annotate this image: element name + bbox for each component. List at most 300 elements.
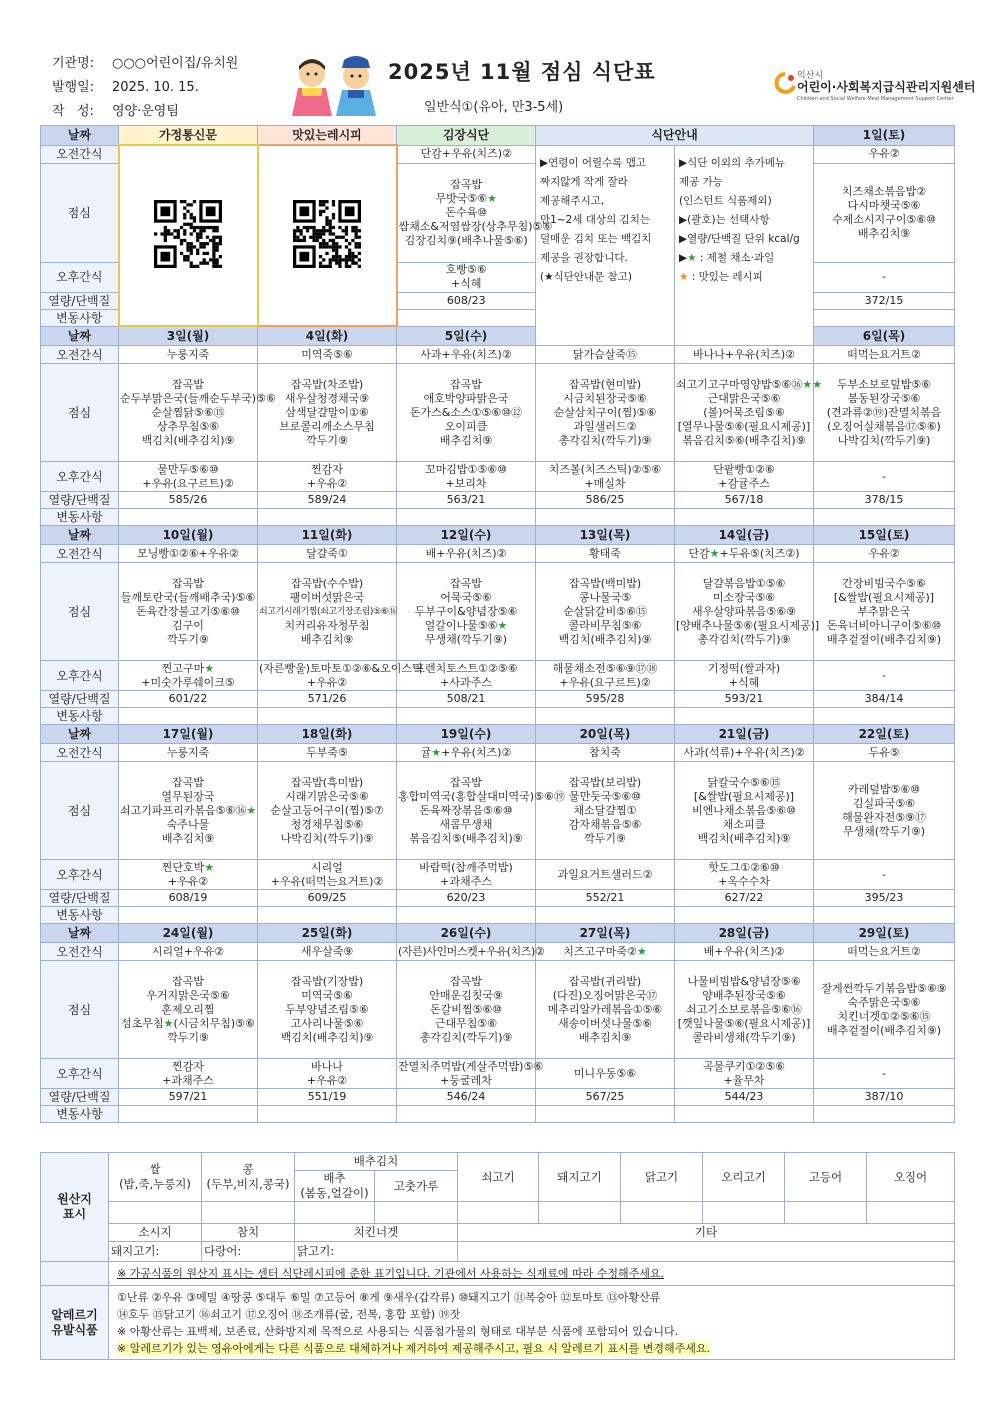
menu-item: 무생채(깍두기⑨) [424,632,508,646]
change-cell[interactable] [258,509,397,526]
guide-line: ▶(괄호)는 선택사항 [679,213,770,226]
date-label: 날짜 [41,526,119,545]
menu-item: 순살찜닭⑤⑥⑮ [151,405,225,419]
pm-snack [119,1059,258,1089]
menu-item: 고사리나물⑤⑥ [290,1016,364,1030]
kcal-value: 586/25 [536,492,675,509]
week-am-row [41,744,955,762]
menu-item: 두부구이&양념장⑤⑥ [414,604,518,618]
page-title: 2025년 11월 점심 식단표 [388,60,656,84]
kcal-value: 544/23 [675,1089,814,1106]
week-change-row [41,907,955,924]
change-cell[interactable] [675,1106,814,1123]
menu-item: 잡곡밥 [172,576,204,590]
kcal-value: 567/18 [675,492,814,509]
week-change-row [41,1106,955,1123]
menu-item: 우거지맑은국⑤⑥ [146,988,230,1002]
menu-item: 깍두기⑨ [584,831,626,845]
day-header: 22일(토) [814,725,955,744]
menu-item: 바나나 [311,1059,343,1073]
date-label: 날짜 [41,924,119,943]
guide-line: 제공을 권장합니다. [540,251,628,264]
allergy-side-label: 알레르기 유발식품 [41,1286,109,1360]
menu-item: +율무차 [723,1073,765,1087]
lunch-menu [119,762,258,860]
am-snack: 누룽지죽 [119,744,258,762]
am-label: 오전간식 [41,545,119,563]
origin-squid: 오징어 [867,1153,955,1202]
am-snack: 시리얼+우유② [119,943,258,961]
menu-item: - [882,668,886,682]
day-header: 28일(금) [675,924,814,943]
guide-line: 덜매운 김치 또는 백김치 [540,232,652,245]
kcal-label: 열량/단백질 [41,1089,119,1106]
menu-item: +우유② [306,476,348,490]
menu-item: 과일샐러드② [573,419,637,433]
menu-item: - [882,867,886,881]
change-cell[interactable] [258,907,397,924]
pm-snack [119,462,258,492]
pm-snack [258,1059,397,1089]
lunch-menu [397,364,536,462]
menu-item: +식혜 [451,277,482,290]
recipe-qr-cell[interactable] [258,145,397,326]
am-snack: 모닝빵①②⑥+우유② [119,545,258,563]
logo-english: Children and Social Welfare Meal Management Support Center [797,96,954,102]
menu-item: 순살삼치구이(찜)⑤⑥ [553,405,657,419]
menu-item: +둥굴레차 [440,1073,492,1087]
am-label: 오전간식 [41,744,119,762]
pm-snack [258,661,423,691]
logo-city: 익산시 [797,71,824,81]
pm-snack [814,462,955,492]
change-cell[interactable] [119,907,258,924]
menu-item: 김구이 [172,618,204,632]
menu-item: 카레덮밥⑤⑥⑩ [847,782,921,796]
origin-duck: 오리고기 [703,1153,785,1202]
change-cell[interactable] [536,708,675,725]
menu-item: (견과류②⑲)잔멸치볶음 [826,405,942,419]
etc-origin-value[interactable] [458,1242,955,1262]
date-label: 날짜 [41,126,119,146]
qr-code-icon[interactable] [293,200,361,268]
menu-item: (다진)오징어맑은국⑰ [552,988,658,1002]
menu-item: 수제소시지구이⑤⑥⑩ [832,212,936,226]
guide-line: ★ : 맛있는 레시피 [679,270,763,283]
menu-item: +옥수수차 [718,874,770,888]
menu-item: 다시마챗국⑤⑥ [847,198,921,212]
seasonal-star-icon: ★ [709,546,720,560]
origin-value-empty[interactable] [703,1202,785,1224]
header-meta [52,52,238,124]
menu-item: 순살고등어구이(찜)⑤⑦ [270,803,384,817]
am-snack: 참치죽 [536,744,675,762]
origin-mackerel: 고등어 [785,1153,867,1202]
am-snack: 귤★+우유(치즈)② [397,744,536,762]
menu-item: 잡곡밥 [450,775,482,789]
am-snack: 미역죽⑤⑥ [258,346,397,364]
origin-side-label: 원산지 표시 [41,1153,109,1262]
seasonal-star-icon: ★ [246,803,257,817]
lunch-menu [536,961,675,1059]
week-pm-row [41,860,955,890]
origin-value-empty[interactable] [539,1202,621,1224]
lunch-menu [258,961,397,1059]
origin-kimchi: 배추김치 [295,1153,458,1171]
menu-item: 기정떡(쌀과자) [707,661,781,675]
pm-snack [675,860,814,890]
day-header: 3일(월) [119,326,258,346]
kcal-value: 620/23 [397,890,536,907]
change-cell[interactable] [675,708,814,725]
menu-item: +감귤주스 [718,476,770,490]
week0-date-row [41,126,955,146]
kcal-value: 378/15 [814,492,955,509]
logo-name: 어린이·사회복지급식관리지원센터 [797,80,976,94]
origin-chicken: 닭고기 [621,1153,703,1202]
origin-chili: 고춧가루 [375,1171,458,1202]
menu-item: 백김치(배추김치)⑨ [558,632,652,646]
menu-item: 얼갈이나물⑤⑥★ [424,618,508,632]
week-lunch-row [41,364,955,462]
change-cell[interactable] [675,509,814,526]
change-cell[interactable] [258,1106,397,1123]
menu-item: 숙주맑은국⑤⑥ [847,995,921,1009]
cabbage-sub: (봄동,얼갈이) [300,1186,369,1200]
lunch-menu [119,563,258,661]
menu-item: +우유(요구르트)② [142,476,234,490]
menu-item: 달걀볶음밥①⑤⑥ [702,576,786,590]
lunch-menu [397,762,565,860]
center-logo [775,68,976,108]
menu-item: 나박김치(깍두기)⑨ [280,831,374,845]
seasonal-star-icon: ★ [802,377,813,391]
menu-item: 배추김치⑨ [439,433,493,447]
menu-item: 안매운김칫국⑨ [429,988,503,1002]
rice-label: 쌀 [149,1162,161,1176]
date-label: 발행일: [52,80,95,95]
change-cell[interactable] [536,907,675,924]
cabbage-label: 배추 [323,1171,346,1185]
lunch-menu [258,762,397,860]
menu-item: 상추무침⑤⑥ [156,419,220,433]
date-label: 날짜 [41,326,119,346]
pm-snack [258,860,397,890]
seasonal-star-icon: ★ [497,618,508,632]
menu-item: 돈육간장불고기⑤⑥⑩ [136,604,240,618]
day-pm-snack: - [814,262,955,292]
menu-item: 배추겉절이(배추김치⑨) [826,1023,942,1037]
menu-item: 삼색달걀말이①⑥ [285,405,369,419]
menu-item: 물만둣국⑤⑥⑩ [568,789,642,803]
menu-item: 잡곡밥(기장밥) [290,974,364,988]
change-cell[interactable] [814,708,955,725]
menu-item: 곡물쿠키①②⑤⑥ [703,1059,785,1073]
allergy-warning: ※ 알레르기가 있는 영유아에게는 다른 식품으로 대체하거나 제거하여 제공해주시고, 필요 시 알레르기 표시를 변경해주세요. [117,1341,710,1355]
change-cell[interactable] [397,907,536,924]
am-snack: 두부죽⑤ [258,744,397,762]
menu-item: 해물완자전⑤⑨⑰ [842,810,926,824]
kcal-value: 567/25 [536,1089,675,1106]
pm-label: 오후간식 [41,860,119,890]
kcal-value: 546/24 [397,1089,536,1106]
home-letter-qr-cell[interactable] [119,145,258,326]
kcal-value: 552/21 [536,890,675,907]
lunch-menu [258,563,397,661]
menu-item: 치킨너겟①②⑤⑥⑮ [837,1009,931,1023]
day-kcal: 372/15 [814,292,955,309]
am-snack: 우유② [814,545,955,563]
home-letter-header: 가정통신문 [119,126,258,146]
guide-line: ▶★ : 제철 채소·과일 [679,251,775,264]
tuna-origin-value[interactable]: 다랑어: [202,1242,295,1262]
menu-guide-header: 식단안내 [536,126,814,146]
menu-item: 잡곡밥(현미밥) [568,377,642,391]
guide-line: ▶식단 이외의 추가메뉴 [679,156,786,169]
menu-item: [열무나물⑤⑥(필요시제공)] [677,419,811,433]
kcal-value: 508/21 [397,691,536,708]
menu-item: 핫도그①②⑥⑩ [708,860,780,874]
menu-item: 배추김치⑨ [161,831,215,845]
author-label: 작 성: [52,104,94,119]
origin-value-empty[interactable] [785,1202,867,1224]
menu-item: 프렌치토스트①②⑤⑥ [414,661,518,675]
change-label: 변동사항 [41,1106,119,1123]
menu-item: 돈가스&소스①⑤⑥⑩⑫ [409,405,523,419]
origin-value-empty[interactable] [109,1202,202,1224]
day-header: 1일(토) [814,126,955,146]
change-cell[interactable] [814,1106,955,1123]
kcal-value: 563/21 [397,492,536,509]
pm-snack [536,661,675,691]
kimchi-am-snack: 단감+우유(치즈)② [397,145,536,163]
seasonal-star-icon: ★ [487,191,497,205]
guide-line: 제공해주시고, [540,194,605,207]
date-label: 날짜 [41,725,119,744]
menu-item: 쇠고기소보로볶음⑤⑥⑯ [686,1002,802,1016]
menu-item: +미숫가루쉐이크⑤ [141,675,235,689]
menu-item: 홍합미역국(홍합살대미역국)⑤⑥⑲ [398,789,565,803]
allergy-line-3: ※ 아황산류는 표백제, 보존료, 산화방지제 목적으로 사용되는 식품첨가물의 형태로 대부분 식품에 포함되어 있습니다. [117,1324,679,1338]
menu-item: 근대무침⑤⑥ [434,1016,498,1030]
menu-item: 찐감자 [311,462,343,476]
seasonal-star-icon: ★ [431,745,442,759]
guide-line: (★식단안내문 참고) [540,270,632,283]
menu-item: 나박김치(깍두기⑨) [837,433,931,447]
menu-item: 해물채소전⑤⑥⑨⑰⑱ [552,661,658,675]
origin-tuna: 참치 [202,1224,295,1242]
menu-item: 근대맑은국⑤⑥ [707,391,781,405]
menu-item: 바람떡(찹깨주먹밥) [419,860,513,874]
change-cell[interactable] [536,1106,675,1123]
change-cell[interactable] [397,708,536,725]
week-am-row [41,943,955,961]
menu-item: 청경채무침⑤⑥ [290,817,364,831]
menu-item: (오징어실채볶음⑰⑤⑥) [827,419,941,433]
menu-item: 어묵국⑤⑥ [440,590,492,604]
sausage-origin-value[interactable]: 돼지고기: [109,1242,202,1262]
menu-item: 훈제오리찜 [161,1002,215,1016]
recipe-header: 맛있는레시피 [258,126,397,146]
change-cell[interactable] [536,509,675,526]
menu-item: 총각김치(깍두기)⑨ [558,433,652,447]
menu-item: 백김치(배추김치)⑨ [141,433,235,447]
menu-item: +보리차 [445,476,487,490]
lunch-menu [536,563,675,661]
menu-item: 치커리유자청무침 [284,618,370,632]
menu-item: 잔멸치주먹밥(게살주먹밥)⑤⑥ [398,1059,544,1073]
author-value: 영양·운영팀 [112,104,179,119]
seasonal-star-icon: ★ [163,1016,174,1030]
kcal-value: 571/26 [258,691,397,708]
menu-item: 잡곡밥(차조밥) [290,377,364,391]
pm-snack [119,661,258,691]
am-snack: 두유⑤ [814,744,955,762]
lunch-menu [397,961,536,1059]
week-pm-row [41,462,955,492]
am-label: 오전간식 [41,943,119,961]
origin-value-empty[interactable] [458,1202,539,1224]
change-cell[interactable] [258,708,397,725]
menu-item: 배추김치⑨ [300,632,354,646]
day-header: 10일(월) [119,526,258,545]
pm-snack [397,661,536,691]
change-cell[interactable] [814,907,955,924]
day-lunch [814,163,955,262]
day-header: 20일(목) [536,725,675,744]
origin-value-empty[interactable] [295,1202,375,1224]
pm-snack [397,1059,544,1089]
origin-nugget: 치킨너겟 [295,1224,458,1242]
am-label: 오전간식 [41,145,119,163]
menu-item: 시리얼 [311,860,343,874]
qr-code-icon[interactable] [154,200,222,268]
am-snack: 사과(석류)+우유(치즈)② [675,744,814,762]
kimchi-change [397,309,536,326]
date-value: 2025. 10. 15. [112,80,199,95]
menu-item: 돈육짜장볶음⑤⑥⑩ [419,803,513,817]
kcal-value: 384/14 [814,691,955,708]
am-snack: 바나나+우유(치즈)② [675,346,814,364]
day-header: 13일(목) [536,526,675,545]
pm-label: 오후간식 [41,462,119,492]
menu-item: 애호박양파맑은국 [423,391,509,405]
recipe-star-icon: ★ [679,270,689,283]
menu-item: 쇠고기고구마영양밥⑤⑥⑯★★ [676,377,823,391]
pm-snack [397,462,536,492]
menu-item: [&쌀밥(필요시제공)] [833,590,935,604]
menu-item: 돈육너비아니구이⑤⑥⑩ [826,618,942,632]
week-kcal-row [41,890,955,907]
am-snack: 떠먹는요거트② [814,346,955,364]
kimchi-lunch [397,163,553,262]
am-snack: 떠먹는요거트② [814,943,955,961]
origin-value-empty[interactable] [621,1202,703,1224]
menu-item: 오이피클 [444,419,488,433]
menu-item: 꼬마김밥①⑤⑥⑩ [425,462,507,476]
menu-item: - [882,469,886,483]
am-snack: 달걀죽① [258,545,397,563]
kcal-value: 595/28 [536,691,675,708]
nugget-origin-value[interactable]: 닭고기: [295,1242,458,1262]
menu-item: 백김치(배추김치)⑨ [697,831,791,845]
lunch-menu [814,563,955,661]
am-snack: 새우살죽⑨ [258,943,397,961]
menu-item: 찐단호박★ [161,860,215,874]
lunch-menu [119,961,258,1059]
day-header: 15일(토) [814,526,955,545]
change-cell[interactable] [119,509,258,526]
change-cell[interactable] [397,509,536,526]
menu-item: 나물비빔밥&양념장⑤⑥ [687,974,801,988]
lunch-menu [536,364,675,462]
pm-label: 오후간식 [41,661,119,691]
menu-item: 간장비빔국수⑤⑥ [842,576,926,590]
week-date-row [41,526,955,545]
menu-item: 쇠고기시래기찜(쇠고기장조림)⑤⑥⑯ [259,606,397,617]
day-header: 21일(금) [675,725,814,744]
day-header: 19일(수) [397,725,536,744]
kcal-value: 593/21 [675,691,814,708]
menu-item: 깍두기⑨ [306,433,348,447]
origin-note-text: ※ 가공식품의 원산지 표시는 센터 식단레시피에 준한 표기입니다. 기관에서 사용하는 식재료에 따라 수정해주세요. [117,1267,664,1280]
origin-note [109,1262,955,1286]
kcal-value: 601/22 [119,691,258,708]
menu-item: 배추김치⑨ [578,1030,632,1044]
day-header: 29일(토) [814,924,955,943]
menu-item: 쇠고기파프리카볶음⑤⑥⑯★ [120,803,257,817]
menu-item: 총각김치(깍두기)⑨ [419,1030,513,1044]
menu-item: 순살닭갈비⑤⑥⑮ [563,604,647,618]
change-cell[interactable] [397,1106,536,1123]
menu-item: (자른빵울)토마토①②⑥&오이스틱 [259,661,423,675]
day-header: 24일(월) [119,924,258,943]
kcal-value: 608/19 [119,890,258,907]
change-cell[interactable] [119,708,258,725]
day-header: 26일(수) [397,924,536,943]
week-kcal-row [41,492,955,509]
kimchi-menu-header: 김장식단 [397,126,536,146]
guide-note-left [536,145,675,346]
origin-value-empty[interactable] [867,1202,955,1224]
day-header: 11일(화) [258,526,397,545]
pm-snack [675,1059,814,1089]
menu-item: 미니우동⑤⑥ [573,1066,637,1080]
change-cell[interactable] [814,509,955,526]
kimchi-kcal: 608/23 [397,292,536,309]
seasonal-star-icon: ★ [687,251,697,264]
origin-value-empty[interactable] [202,1202,295,1224]
change-label: 변동사항 [41,509,119,526]
change-cell[interactable] [119,1106,258,1123]
guide-line: ▶열량/단백질 단위 kcal/g [679,232,800,245]
pm-snack [536,462,675,492]
change-cell[interactable] [675,907,814,924]
week-change-row [41,509,955,526]
origin-value-empty[interactable] [375,1202,458,1224]
week0-am-row [41,145,955,163]
menu-item: 잘게썬깍두기볶음밥⑤⑥⑨ [821,981,947,995]
week-am-row [41,346,955,364]
lunch-menu [675,563,820,661]
menu-item: 미소장국⑤⑥ [712,590,776,604]
pm-label: 오후간식 [41,1059,119,1089]
lunch-menu [675,961,814,1059]
menu-item: 무생채(깍두기⑨) [842,824,926,838]
document-header [0,0,992,125]
menu-item: 들깨토란국(들깨배추국)⑤⑥ [120,590,256,604]
lunch-menu [675,762,814,860]
